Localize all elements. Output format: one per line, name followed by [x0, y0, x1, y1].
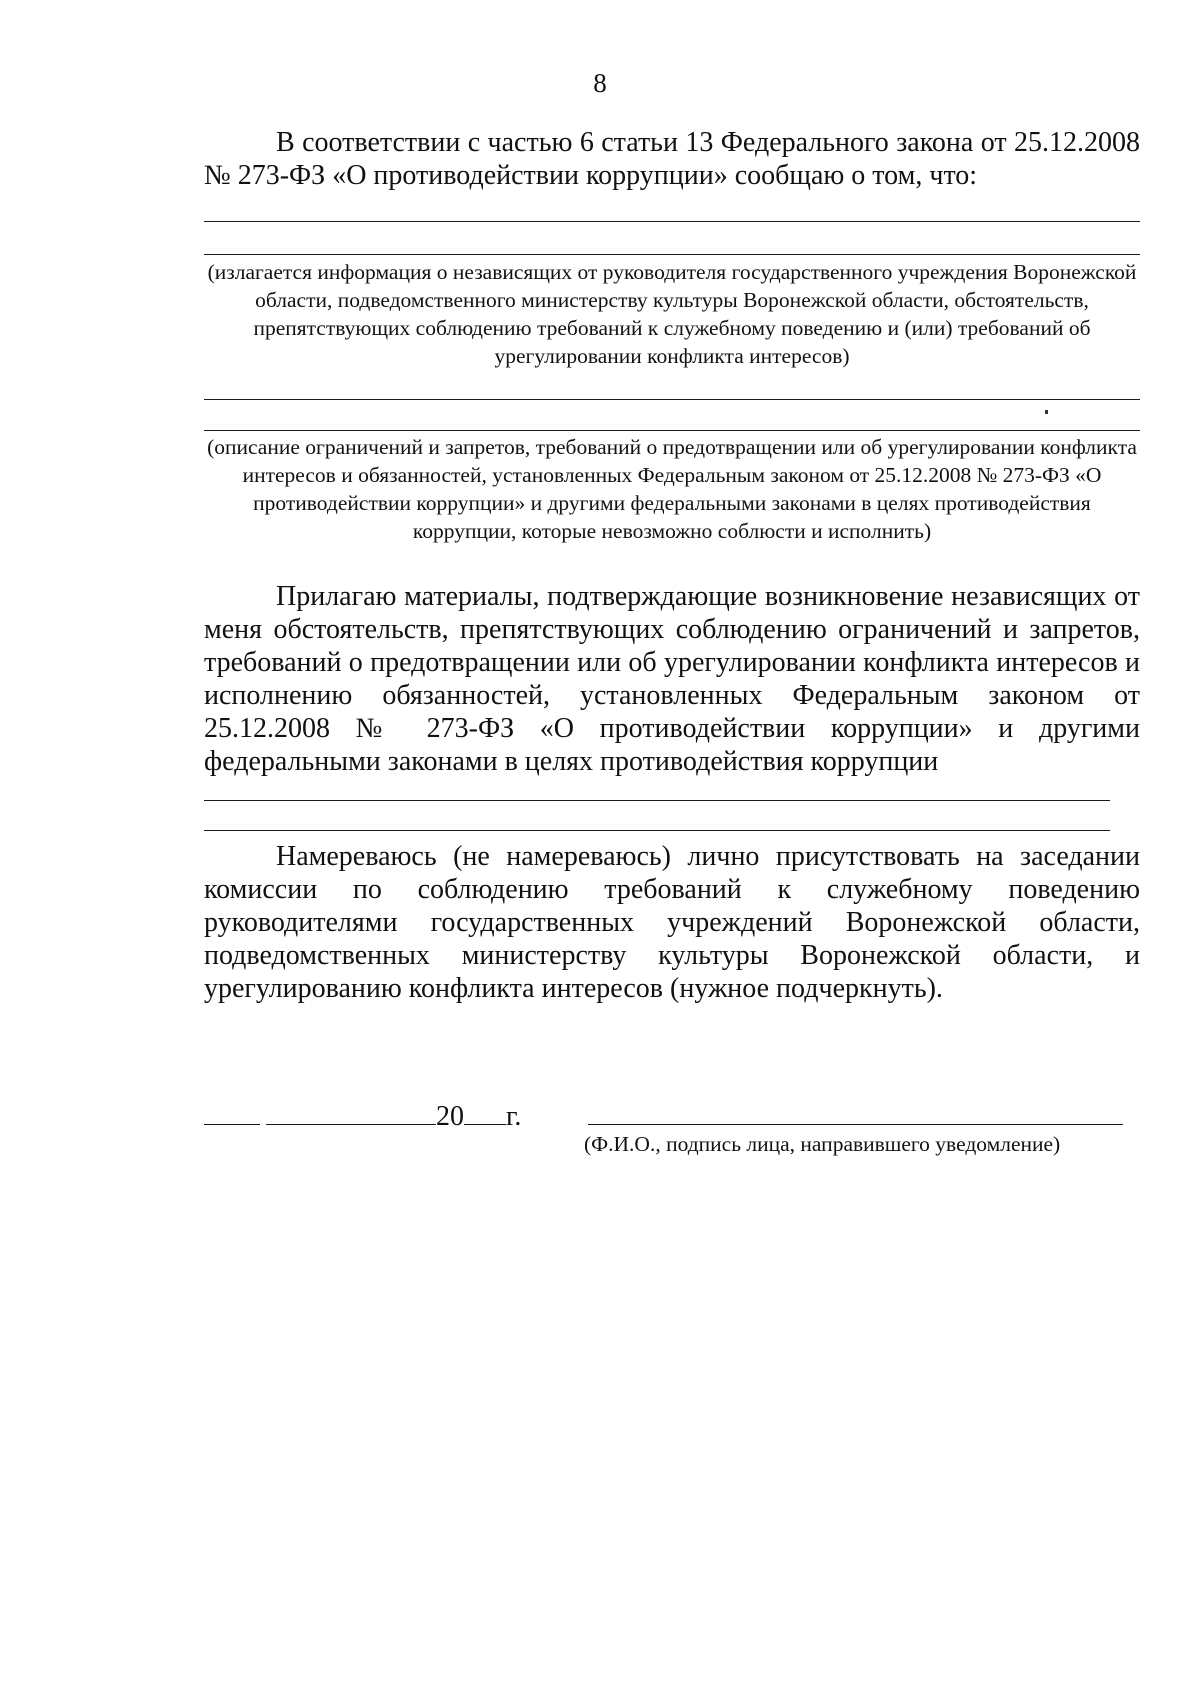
intent-paragraph-text: Намереваюсь (не намереваюсь) лично присутствовать на заседании комиссии по соблюдению требований к служебному поведению руководителями государственных учреждений Воронежской области, подведомственных министерству культуры Воронежской области, и урегулированию конфликта интересов (нужное подчеркнуть). — [204, 841, 1140, 1004]
intro-paragraph — [204, 126, 1140, 192]
fill-in-line-2 — [204, 254, 1140, 255]
intro-paragraph-text: В соответствии с частью 6 статьи 13 Федерального закона от 25.12.2008 № 273-ФЗ «О противодействии коррупции» сообщаю о том, что: — [204, 127, 1140, 191]
year-suffix: г. — [506, 1101, 522, 1132]
month-blank — [266, 1098, 436, 1125]
fill-in-line-5 — [204, 800, 1110, 801]
page-number: 8 — [593, 68, 607, 98]
materials-paragraph — [204, 580, 1140, 778]
fill-in-line-3 — [204, 399, 1140, 400]
date-field — [204, 1098, 521, 1132]
fill-in-line-6 — [204, 830, 1110, 831]
restrictions-note: (описание ограничений и запретов, требований о предотвращении или об урегулировании конфликта интересов и обязанностей, установленных Федеральным законом от 25.12.2008 № 273-ФЗ «О противодействии коррупции» и другими федеральными законами в целях противодействия коррупции, которые невозможно соблюсти и исполнить) — [207, 435, 1137, 543]
year-century: 20 — [436, 1101, 464, 1132]
day-blank — [204, 1098, 260, 1125]
intent-paragraph — [204, 840, 1140, 1005]
fill-in-line-4 — [204, 430, 1140, 431]
fill-in-line-1 — [204, 221, 1140, 222]
year-blank — [464, 1098, 506, 1125]
materials-paragraph-text: Прилагаю материалы, подтверждающие возникновение независящих от меня обстоятельств, препятствующих соблюдению ограничений и запретов, требований о предотвращении или об урегулировании конфликта интересов и исполнению обязанностей, установленных Федеральным законом от 25.12.2008 № 273-ФЗ «О противодействии коррупции» и другими федеральными законами в целях противодействия коррупции — [204, 581, 1140, 777]
signature-caption: (Ф.И.О., подпись лица, направившего уведомление) — [584, 1132, 1061, 1156]
signature-line — [588, 1124, 1123, 1125]
scan-speck — [1045, 410, 1048, 414]
circumstances-note: (излагается информация о независящих от руководителя государственного учреждения Воронежской области, подведомственного министерству культуры Воронежской области, обстоятельств, препятствующих соблюдению требований к служебному поведению и (или) требований об урегулировании конфликта интересов) — [207, 260, 1137, 368]
